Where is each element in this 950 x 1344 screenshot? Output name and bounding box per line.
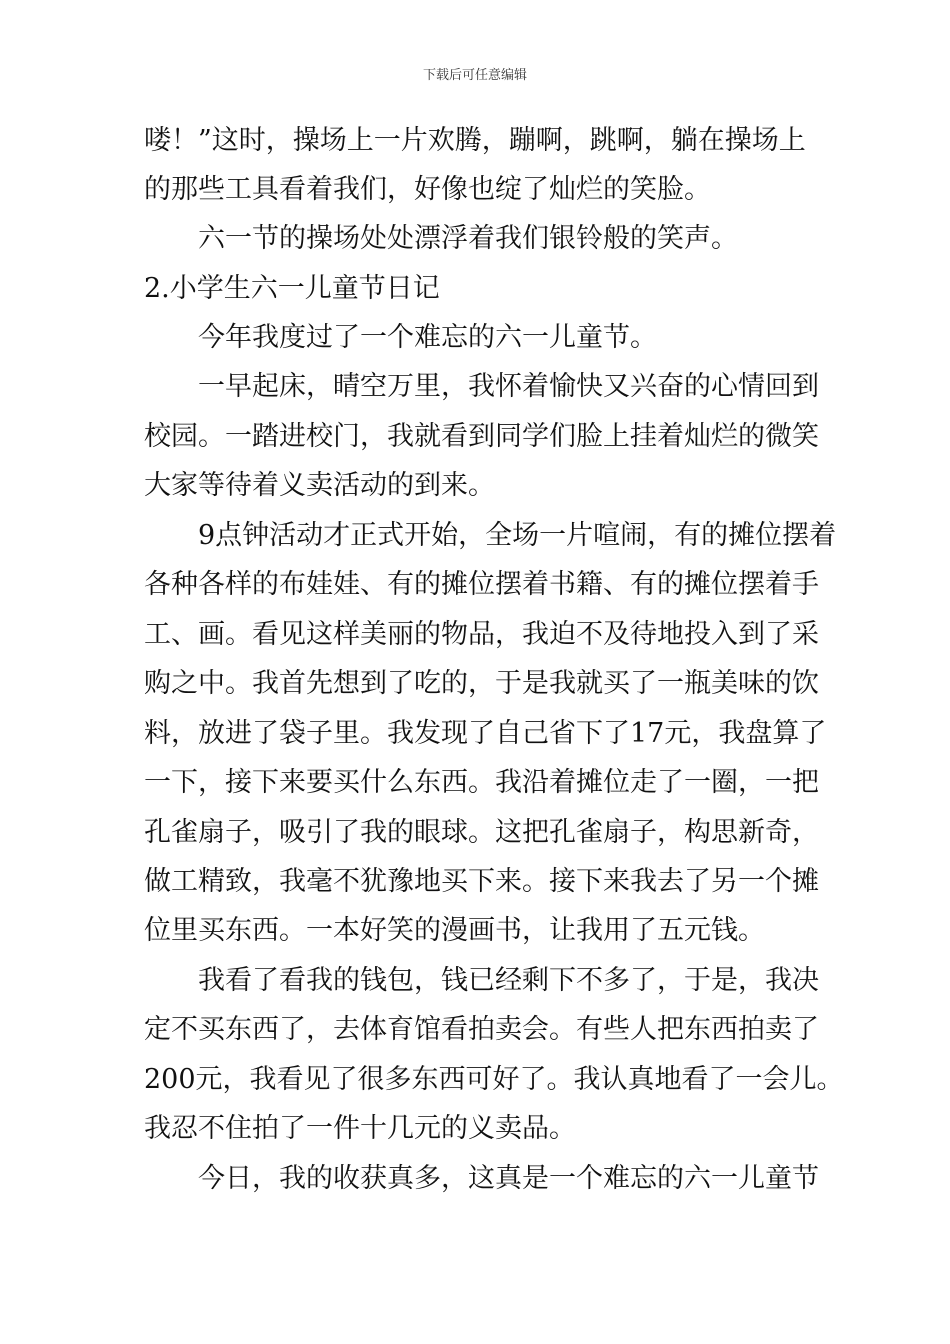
text-line: 校园。一踏进校门，我就看到同学们脸上挂着灿烂的微笑 — [144, 421, 819, 452]
text-line: 工、画。看见这样美丽的物品，我迫不及待地投入到了采 — [144, 619, 819, 650]
text-line: 孔雀扇子，吸引了我的眼球。这把孔雀扇子，构思新奇， — [144, 817, 819, 848]
text-line: 做工精致，我毫不犹豫地买下来。接下来我去了另一个摊 — [144, 866, 819, 897]
text-line: 的那些工具看着我们，好像也绽了灿烂的笑脸。 — [144, 174, 711, 205]
paragraph-start: 9点钟活动才正式开始，全场一片喧闹，有的摊位摆着 — [198, 520, 837, 551]
paragraph-start: 六一节的操场处处漂浮着我们银铃般的笑声。 — [198, 223, 738, 254]
text-line: 各种各样的布娃娃、有的摊位摆着书籍、有的摊位摆着手 — [144, 569, 819, 600]
text-line: 一下，接下来要买什么东西。我沿着摊位走了一圈，一把 — [144, 767, 819, 798]
text-line: 料，放进了袋子里。我发现了自己省下了17元，我盘算了 — [144, 718, 827, 749]
text-line: 位里买东西。一本好笑的漫画书，让我用了五元钱。 — [144, 915, 765, 946]
paragraph-start: 一早起床，晴空万里，我怀着愉快又兴奋的心情回到 — [198, 371, 819, 402]
section-heading: 2.小学生六一儿童节日记 — [144, 273, 440, 304]
page-header: 下载后可任意编辑 — [422, 68, 527, 83]
text-line: 我忍不住拍了一件十几元的义卖品。 — [144, 1113, 576, 1144]
text-line: 购之中。我首先想到了吃的，于是我就买了一瓶美味的饮 — [144, 668, 819, 699]
text-line: 定不买东西了，去体育馆看拍卖会。有些人把东西拍卖了 — [144, 1014, 819, 1045]
text-line: 喽！”这时，操场上一片欢腾，蹦啊，跳啊，躺在操场上 — [144, 125, 806, 156]
paragraph-start: 我看了看我的钱包，钱已经剩下不多了，于是，我决 — [198, 965, 819, 996]
text-line: 200元，我看见了很多东西可好了。我认真地看了一会儿。 — [144, 1064, 844, 1095]
text-line: 大家等待着义卖活动的到来。 — [144, 470, 495, 501]
paragraph-start: 今日，我的收获真多，这真是一个难忘的六一儿童节 — [198, 1163, 819, 1194]
paragraph-start: 今年我度过了一个难忘的六一儿童节。 — [198, 322, 657, 353]
